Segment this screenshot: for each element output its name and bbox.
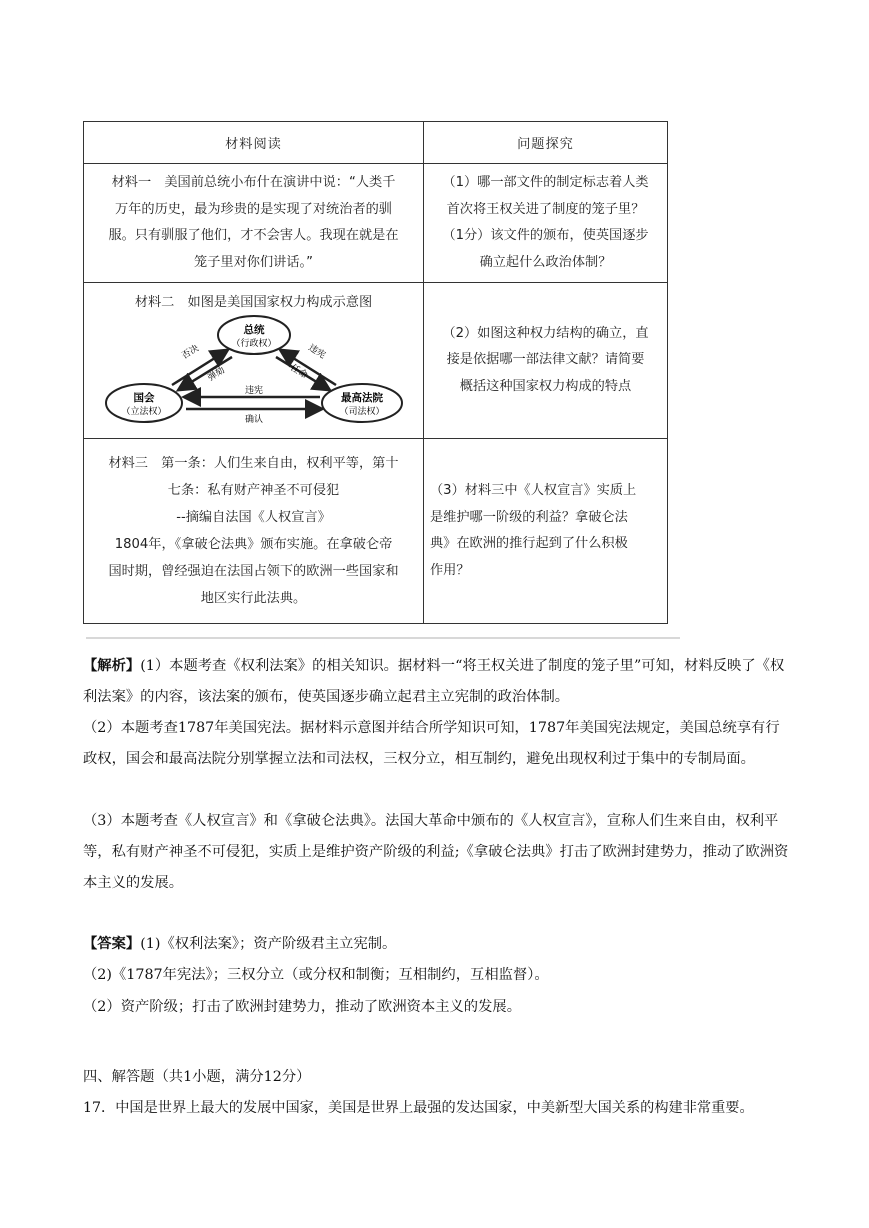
answer-line-2: （2)《1787年宪法》；三权分立（或分权和制衡；互相制约，互相监督）。 (83, 967, 549, 983)
answer-line-1 (83, 929, 793, 960)
material-3-line: 国时期，曾经强迫在法国占领下的欧洲一些国家和 (108, 564, 399, 579)
congress-power-label: （立法权） (120, 407, 167, 417)
question-1-line: 首次将王权关进了制度的笼子里？ (446, 201, 645, 217)
material-3-line: 地区实行此法典。 (200, 591, 307, 606)
question-3-line: 作用？ (430, 562, 470, 578)
answer-line-3: （2）资产阶级；打击了欧洲封建势力，推动了欧洲资本主义的发展。 (83, 999, 521, 1015)
question-3-line: 典》在欧洲的推行起到了什么积极 (430, 536, 628, 551)
president-label: 总统 (243, 324, 264, 336)
material-3-cell (84, 439, 424, 624)
question-1-line: （1）哪一部文件的制定标志着人类 (442, 175, 649, 190)
question-1-line: （1分）该文件的颁布，使英国逐步 (442, 228, 649, 243)
question-2-line: 概括这种国家权力构成的特点 (459, 378, 632, 394)
material-3-line: 七条：私有财产神圣不可侵犯 (167, 483, 340, 498)
material-1-line: 万年的历史，最为珍贵的是实现了对统治者的驯 (115, 201, 392, 217)
material-1-line: 材料一 美国前总统小布什在演讲中说：“人类千 (111, 175, 396, 190)
label-veto: 否决 (179, 343, 201, 362)
material-1-line: 笼子里对你们讲话。” (194, 254, 313, 270)
answer-label: 【答案】 (83, 936, 141, 952)
question-3-line: 是维护哪一阶级的利益？拿破仑法 (430, 509, 628, 525)
material-1-cell (84, 164, 424, 283)
congress-label: 国会 (133, 392, 154, 404)
label-unconstitutional-mid: 违宪 (244, 386, 263, 396)
president-power-label: （行政权） (230, 339, 277, 349)
question-1-cell (424, 164, 668, 283)
analysis-label: 【解析】 (83, 658, 141, 674)
question-2-line: （2）如图这种权力结构的确立，直 (442, 325, 649, 341)
label-impeach: 弹劾 (205, 365, 227, 384)
table-shadow-divider (86, 637, 680, 639)
court-power-label: （司法权） (338, 407, 385, 417)
header-material-reading: 材料阅读 (84, 122, 424, 164)
label-unconstitutional-top: 违宪 (305, 343, 327, 362)
material-3-line: --摘编自法国《人权宣言》 (176, 510, 331, 525)
material-2-cell (84, 283, 424, 439)
header-question-inquiry: 问题探究 (424, 122, 668, 164)
label-confirm: 确认 (244, 415, 263, 425)
question-3-line: （3）材料三中《人权宣言》实质上 (430, 483, 637, 498)
analysis-paragraph-1 (83, 651, 793, 713)
question-3-cell (424, 439, 668, 624)
material-question-table (83, 121, 668, 624)
analysis-text-1: (1）本题考查《权利法案》的相关知识。据材料一“将王权关进了制度的笼子里”可知，材料反映了《权利法案》的内容，该法案的颁布，使英国逐步确立起君主立宪制的政治体制。 (83, 658, 785, 705)
analysis-paragraph-2: （2）本题考查1787年美国宪法。据材料示意图并结合所学知识可知，1787年美国宪法规定，美国总统享有行政权，国会和最高法院分别掌握立法和司法权，三权分立，相互制约，避免出现权利过于集中的专制局面。 (83, 720, 780, 767)
question-2-cell (424, 283, 668, 439)
label-appoint: 任命 (287, 363, 309, 382)
material-3-line: 1804年，《拿破仑法典》颁布实施。在拿破仑帝 (114, 537, 393, 552)
power-structure-diagram (104, 313, 404, 425)
court-label: 最高法院 (340, 392, 383, 404)
material-3-line: 材料三 第一条：人们生来自由，权利平等，第十 (108, 456, 399, 471)
question-17: 17．中国是世界上最大的发展中国家，美国是世界上最强的发达国家，中美新型大国关系的构建非常重要。 (83, 1100, 754, 1116)
answer-text-1: (1)《权利法案》；资产阶级君主立宪制。 (140, 936, 397, 952)
question-1-line: 确立起什么政治体制？ (479, 254, 612, 270)
material-1-line: 服。只有驯服了他们，才不会害人。我现在就是在 (108, 228, 399, 243)
cropped-heading-remnant (83, 104, 129, 113)
analysis-paragraph-3: （3）本题考查《人权宣言》和《拿破仑法典》。法国大革命中颁布的《人权宣言》，宣称人们生来自由，权利平等，私有财产神圣不可侵犯，实质上是维护资产阶级的利益;《拿破仑法典》打击了欧洲封建势力，推动了欧洲资本主义的发展。 (83, 813, 789, 891)
section-4-title: 四、解答题（共1小题，满分12分） (83, 1069, 311, 1085)
question-2-line: 接是依据哪一部法律文献？请简要 (446, 352, 645, 368)
material-2-title: 材料二 如图是美国国家权力构成示意图 (134, 295, 373, 310)
